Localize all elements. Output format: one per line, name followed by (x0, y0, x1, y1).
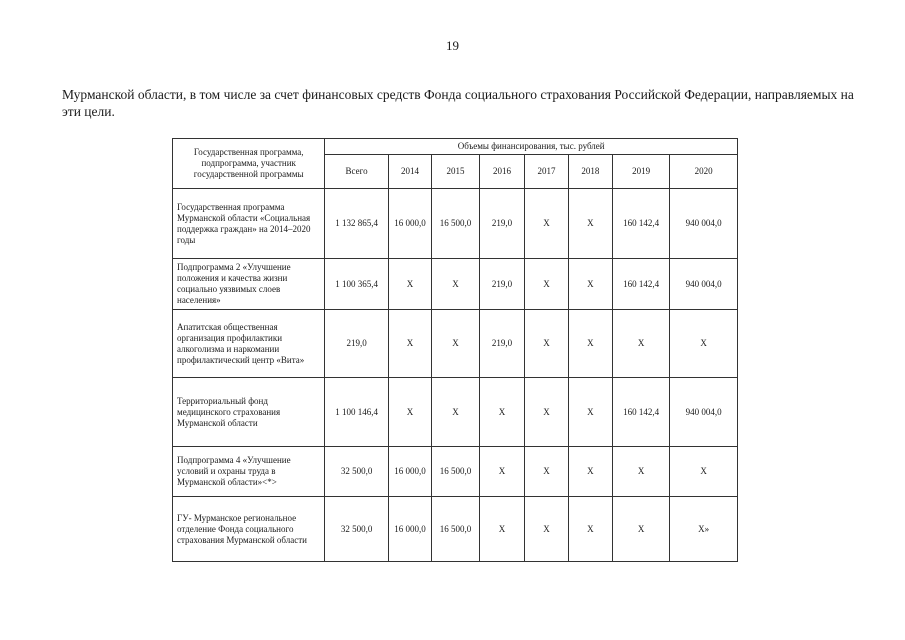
cell-2015: Х (432, 378, 480, 447)
cell-2014: 16 000,0 (388, 189, 431, 259)
cell-2014: 16 000,0 (388, 497, 431, 562)
row-name: Государственная программа Мурманской области «Социальная поддержка граждан» на 2014–2020 годы (173, 189, 325, 259)
table-row (173, 378, 738, 447)
row-name: Подпрограмма 4 «Улучшение условий и охраны труда в Мурманской области»<*> (173, 447, 325, 497)
cell-total: 1 100 146,4 (325, 378, 388, 447)
cell-2019: Х (613, 447, 670, 497)
header-year-2014: 2014 (388, 155, 431, 189)
cell-2014: Х (388, 310, 431, 378)
header-program-column: Государственная программа, подпрограмма, участник государственной программы (173, 139, 325, 189)
cell-2016: 219,0 (479, 189, 524, 259)
table-row (173, 497, 738, 562)
cell-2019: Х (613, 310, 670, 378)
cell-2019: 160 142,4 (613, 259, 670, 310)
cell-2016: 219,0 (479, 259, 524, 310)
cell-2015: 16 500,0 (432, 447, 480, 497)
cell-2020: Х» (670, 497, 738, 562)
header-year-2016: 2016 (479, 155, 524, 189)
cell-2017: Х (525, 189, 568, 259)
cell-2020: 940 004,0 (670, 189, 738, 259)
cell-2014: Х (388, 259, 431, 310)
cell-2016: Х (479, 378, 524, 447)
cell-2019: 160 142,4 (613, 378, 670, 447)
cell-2020: Х (670, 447, 738, 497)
cell-2016: Х (479, 447, 524, 497)
header-year-2018: 2018 (568, 155, 612, 189)
header-funding-group: Объемы финансирования, тыс. рублей (325, 139, 738, 155)
cell-2014: 16 000,0 (388, 447, 431, 497)
cell-2015: 16 500,0 (432, 497, 480, 562)
row-name: Апатитская общественная организация профилактики алкоголизма и наркомании профилактический центр «Вита» (173, 310, 325, 378)
funding-table (172, 138, 738, 562)
intro-paragraph: Мурманской области, в том числе за счет финансовых средств Фонда социального страхования Российской Федерации, направляемых на эти цели. (62, 87, 854, 119)
cell-2018: Х (568, 447, 612, 497)
cell-2017: Х (525, 310, 568, 378)
cell-total: 32 500,0 (325, 497, 388, 562)
cell-2016: 219,0 (479, 310, 524, 378)
cell-2015: Х (432, 310, 480, 378)
cell-total: 1 132 865,4 (325, 189, 388, 259)
cell-2020: Х (670, 310, 738, 378)
table-row (173, 259, 738, 310)
cell-2017: Х (525, 447, 568, 497)
cell-2015: Х (432, 259, 480, 310)
cell-2016: Х (479, 497, 524, 562)
row-name: Территориальный фонд медицинского страхования Мурманской области (173, 378, 325, 447)
cell-2020: 940 004,0 (670, 259, 738, 310)
table-header-row (173, 139, 738, 155)
header-year-2019: 2019 (613, 155, 670, 189)
row-name: ГУ- Мурманское региональное отделение Фонда социального страхования Мурманской области (173, 497, 325, 562)
cell-total: 219,0 (325, 310, 388, 378)
cell-2017: Х (525, 497, 568, 562)
cell-2018: Х (568, 189, 612, 259)
cell-2017: Х (525, 378, 568, 447)
cell-2018: Х (568, 310, 612, 378)
cell-2020: 940 004,0 (670, 378, 738, 447)
cell-total: 1 100 365,4 (325, 259, 388, 310)
cell-2018: Х (568, 259, 612, 310)
cell-2019: Х (613, 497, 670, 562)
cell-2018: Х (568, 497, 612, 562)
cell-2018: Х (568, 378, 612, 447)
cell-total: 32 500,0 (325, 447, 388, 497)
header-year-2015: 2015 (432, 155, 480, 189)
cell-2017: Х (525, 259, 568, 310)
table-row (173, 310, 738, 378)
row-name: Подпрограмма 2 «Улучшение положения и качества жизни социально уязвимых слоев населения» (173, 259, 325, 310)
header-total: Всего (325, 155, 388, 189)
page-number: 19 (446, 38, 459, 53)
table-row (173, 447, 738, 497)
header-year-2020: 2020 (670, 155, 738, 189)
cell-2014: Х (388, 378, 431, 447)
cell-2015: 16 500,0 (432, 189, 480, 259)
header-year-2017: 2017 (525, 155, 568, 189)
table-row (173, 189, 738, 259)
cell-2019: 160 142,4 (613, 189, 670, 259)
